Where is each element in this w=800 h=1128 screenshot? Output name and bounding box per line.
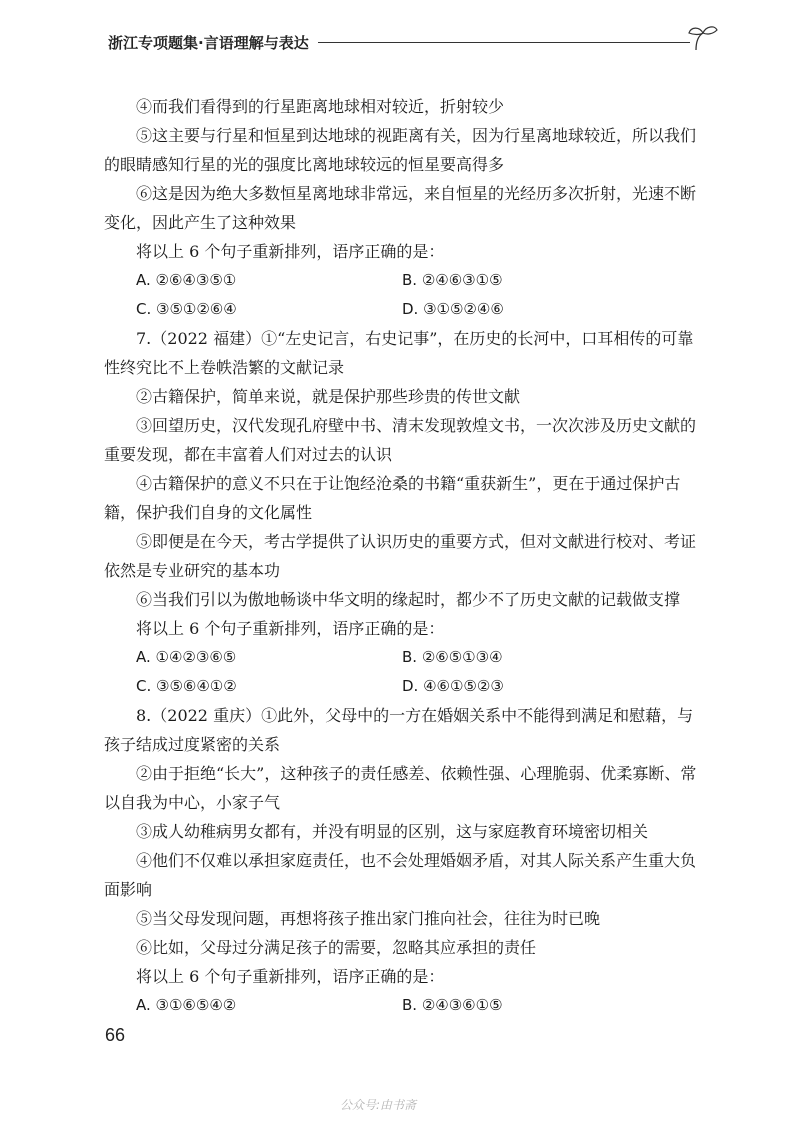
paragraph: ⑥比如，父母过分满足孩子的需要，忽略其应承担的责任 (136, 938, 537, 957)
watermark-text: 公众号:由书斋 (340, 1098, 417, 1112)
paragraph: ③成人幼稚病男女都有，并没有明显的区别，这与家庭教育环境密切相关 (136, 822, 649, 841)
paragraph: 将以上 6 个句子重新排列，语序正确的是： (136, 242, 445, 261)
paragraph: 将以上 6 个句子重新排列，语序正确的是： (136, 967, 445, 986)
answer-option: B. ②④⑥③①⑤ (402, 271, 503, 289)
paragraph: ⑥当我们引以为傲地畅谈中华文明的缘起时，都少不了历史文献的记载做支撑 (136, 590, 681, 609)
paragraph: ②由于拒绝“长大”，这种孩子的责任感差、依赖性强、心理脆弱、优柔寡断、常以自我为中心，小家子气 (104, 764, 697, 812)
answer-option: A. ③①⑥⑤④② (136, 996, 237, 1014)
question-content (104, 92, 700, 1020)
paragraph: ③回望历史，汉代发现孔府壁中书、清末发现敦煌文书，一次次涉及历史文献的重要发现，都在丰富着人们对过去的认识 (104, 416, 697, 464)
paragraph: 7.（2022 福建）①“左史记言，右史记事”，在历史的长河中，口耳相传的可靠性终究比不上卷帙浩繁的文献记录 (104, 329, 694, 377)
paragraph: ⑥这是因为绝大多数恒星离地球非常远，来自恒星的光经历多次折射，光速不断变化，因此产生了这种效果 (104, 184, 697, 232)
answer-option: C. ③⑤⑥④①② (136, 677, 237, 695)
paragraph: ⑤当父母发现问题，再想将孩子推出家门推向社会，往往为时已晚 (136, 909, 601, 928)
answer-options-row (104, 266, 700, 295)
paragraph: ⑤这主要与行星和恒星到达地球的视距离有关，因为行星离地球较近，所以我们的眼睛感知行星的光的强度比离地球较远的恒星要高得多 (104, 126, 697, 174)
paragraph: ④他们不仅难以承担家庭责任，也不会处理婚姻矛盾，对其人际关系产生重大负面影响 (104, 851, 697, 899)
paragraph: ④而我们看得到的行星距离地球相对较近，折射较少 (136, 97, 505, 116)
paragraph: ⑤即便是在今天，考古学提供了认识历史的重要方式，但对文献进行校对、考证依然是专业研究的基本功 (104, 532, 697, 580)
paragraph: 8.（2022 重庆）①此外，父母中的一方在婚姻关系中不能得到满足和慰藉，与孩子结成过度紧密的关系 (104, 706, 694, 754)
answer-options-row (104, 672, 700, 701)
answer-option: A. ②⑥④③⑤① (136, 271, 237, 289)
header-rule (318, 42, 690, 43)
answer-option: C. ③⑤①②⑥④ (136, 300, 237, 318)
sprout-icon (686, 24, 720, 54)
header-title: 浙江专项题集·言语理解与表达 (108, 34, 309, 52)
page-number: 66 (105, 1025, 126, 1045)
running-header (108, 30, 728, 60)
watermark (340, 1092, 450, 1116)
answer-option: D. ④⑥①⑤②③ (402, 677, 504, 695)
paragraph: ④古籍保护的意义不只在于让饱经沧桑的书籍“重获新生”，更在于通过保护古籍，保护我们自身的文化属性 (104, 474, 681, 522)
answer-options-row (104, 643, 700, 672)
answer-options-row (104, 295, 700, 324)
answer-option: A. ①④②③⑥⑤ (136, 648, 237, 666)
paragraph: 将以上 6 个句子重新排列，语序正确的是： (136, 619, 445, 638)
answer-options-row (104, 991, 700, 1020)
answer-option: B. ②④③⑥①⑤ (402, 996, 503, 1014)
answer-option: D. ③①⑤②④⑥ (402, 300, 504, 318)
paragraph: ②古籍保护，简单来说，就是保护那些珍贵的传世文献 (136, 387, 521, 406)
answer-option: B. ②⑥⑤①③④ (402, 648, 503, 666)
